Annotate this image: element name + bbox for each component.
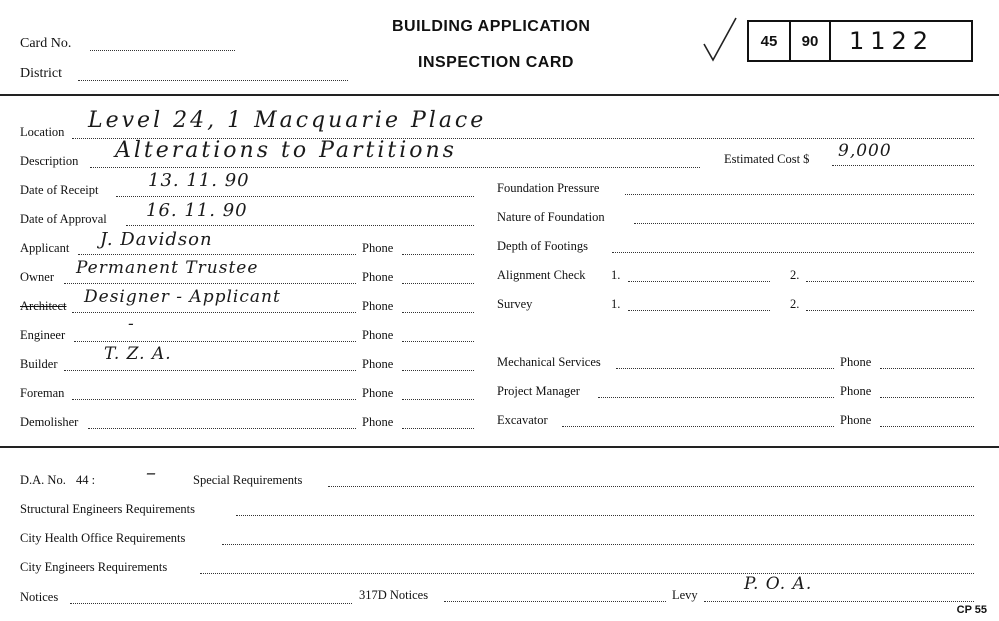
- special-requirements-label: Special Requirements: [193, 473, 303, 487]
- notices-317d-label: 317D Notices: [359, 588, 429, 602]
- builder-value: T. Z. A.: [104, 344, 172, 364]
- description-line[interactable]: [90, 167, 700, 168]
- district-label: District: [20, 66, 62, 81]
- engineer-phone-label: Phone: [362, 328, 394, 342]
- excavator-phone-line[interactable]: [880, 426, 974, 427]
- foreman-phone-line[interactable]: [402, 399, 474, 400]
- project-manager-phone-label: Phone: [840, 384, 872, 398]
- foundation-pressure-line[interactable]: [625, 194, 974, 195]
- estimated-cost-line[interactable]: [832, 165, 974, 166]
- date-of-receipt-label: Date of Receipt: [20, 183, 99, 197]
- alignment-check-num-1: 1.: [611, 268, 621, 282]
- form-subtitle: INSPECTION CARD: [418, 54, 574, 71]
- survey-num-1: 1.: [611, 297, 621, 311]
- divider-top: [0, 94, 999, 96]
- architect-label: Architect: [20, 299, 67, 313]
- excavator-phone-label: Phone: [840, 413, 872, 427]
- architect-phone-label: Phone: [362, 299, 394, 313]
- card-no-label: Card No.: [20, 36, 72, 51]
- date-of-approval-line[interactable]: [126, 225, 474, 226]
- levy-line[interactable]: [704, 601, 974, 602]
- applicant-phone-line[interactable]: [402, 254, 474, 255]
- city-health-line[interactable]: [222, 544, 974, 545]
- city-engineers-label: City Engineers Requirements: [20, 560, 168, 574]
- estimated-cost-label: Estimated Cost $: [724, 152, 810, 166]
- foreman-line[interactable]: [72, 399, 356, 400]
- applicant-line[interactable]: [78, 254, 356, 255]
- form-title: BUILDING APPLICATION: [392, 18, 591, 35]
- date-of-approval-label: Date of Approval: [20, 212, 107, 226]
- mechanical-services-line[interactable]: [616, 368, 834, 369]
- da-no-label: D.A. No.: [20, 473, 66, 487]
- form-code: CP 55: [956, 604, 987, 616]
- demolisher-line[interactable]: [88, 428, 356, 429]
- alignment-check-label: Alignment Check: [497, 268, 586, 282]
- survey-label: Survey: [497, 297, 533, 311]
- date-of-approval-value: 16. 11. 90: [146, 200, 248, 221]
- engineer-label: Engineer: [20, 328, 66, 342]
- builder-line[interactable]: [64, 370, 356, 371]
- excavator-line[interactable]: [562, 426, 834, 427]
- architect-phone-line[interactable]: [402, 312, 474, 313]
- engineer-value: -: [128, 314, 135, 334]
- depth-of-footings-label: Depth of Footings: [497, 239, 588, 253]
- depth-of-footings-line[interactable]: [612, 252, 974, 253]
- mechanical-services-phone-line[interactable]: [880, 368, 974, 369]
- alignment-check-line-2[interactable]: [806, 281, 974, 282]
- date-of-receipt-value: 13. 11. 90: [148, 170, 250, 191]
- architect-line[interactable]: [72, 312, 356, 313]
- description-value: Alterations to Partitions: [115, 138, 457, 163]
- survey-num-2: 2.: [790, 297, 800, 311]
- structural-engineers-line[interactable]: [236, 515, 974, 516]
- applicant-phone-label: Phone: [362, 241, 394, 255]
- excavator-label: Excavator: [497, 413, 548, 427]
- mechanical-services-phone-label: Phone: [840, 355, 872, 369]
- city-health-label: City Health Office Requirements: [20, 531, 186, 545]
- da-no-value: 44 :: [76, 473, 96, 487]
- owner-value: Permanent Trustee: [76, 258, 259, 278]
- description-label: Description: [20, 154, 79, 168]
- location-label: Location: [20, 125, 65, 139]
- card-no-line[interactable]: [90, 50, 235, 51]
- notices-label: Notices: [20, 590, 59, 604]
- alignment-check-line-1[interactable]: [628, 281, 770, 282]
- district-line[interactable]: [78, 80, 348, 81]
- engineer-line[interactable]: [74, 341, 356, 342]
- nature-of-foundation-line[interactable]: [634, 223, 974, 224]
- divider-bottom: [0, 446, 999, 448]
- da-no-hand-value: –: [146, 460, 157, 484]
- engineer-phone-line[interactable]: [402, 341, 474, 342]
- notices-line[interactable]: [70, 603, 352, 604]
- owner-label: Owner: [20, 270, 55, 284]
- demolisher-phone-label: Phone: [362, 415, 394, 429]
- card-number-cell-2: 90: [791, 22, 831, 60]
- check-mark-icon: [700, 14, 740, 64]
- special-requirements-line[interactable]: [328, 486, 974, 487]
- levy-value: P. O. A.: [744, 574, 813, 594]
- card-number-cell-1: 45: [749, 22, 791, 60]
- date-of-receipt-line[interactable]: [116, 196, 474, 197]
- project-manager-phone-line[interactable]: [880, 397, 974, 398]
- builder-label: Builder: [20, 357, 58, 371]
- notices-317d-line[interactable]: [444, 601, 666, 602]
- structural-engineers-label: Structural Engineers Requirements: [20, 502, 195, 516]
- alignment-check-num-2: 2.: [790, 268, 800, 282]
- survey-line-2[interactable]: [806, 310, 974, 311]
- architect-value: Designer - Applicant: [84, 287, 281, 307]
- owner-phone-line[interactable]: [402, 283, 474, 284]
- location-value: Level 24, 1 Macquarie Place: [88, 108, 487, 133]
- levy-label: Levy: [672, 588, 698, 602]
- builder-phone-line[interactable]: [402, 370, 474, 371]
- mechanical-services-label: Mechanical Services: [497, 355, 601, 369]
- card-number-box: [747, 20, 973, 62]
- project-manager-label: Project Manager: [497, 384, 580, 398]
- estimated-cost-value: 9,000: [838, 141, 892, 161]
- foundation-pressure-label: Foundation Pressure: [497, 181, 600, 195]
- nature-of-foundation-label: Nature of Foundation: [497, 210, 605, 224]
- foreman-label: Foreman: [20, 386, 65, 400]
- demolisher-phone-line[interactable]: [402, 428, 474, 429]
- card-number-cell-3: 1122: [849, 27, 935, 55]
- survey-line-1[interactable]: [628, 310, 770, 311]
- owner-phone-label: Phone: [362, 270, 394, 284]
- demolisher-label: Demolisher: [20, 415, 79, 429]
- applicant-label: Applicant: [20, 241, 70, 255]
- foreman-phone-label: Phone: [362, 386, 394, 400]
- project-manager-line[interactable]: [598, 397, 834, 398]
- city-engineers-line[interactable]: [200, 573, 974, 574]
- owner-line[interactable]: [64, 283, 356, 284]
- builder-phone-label: Phone: [362, 357, 394, 371]
- applicant-value: J. Davidson: [100, 229, 213, 250]
